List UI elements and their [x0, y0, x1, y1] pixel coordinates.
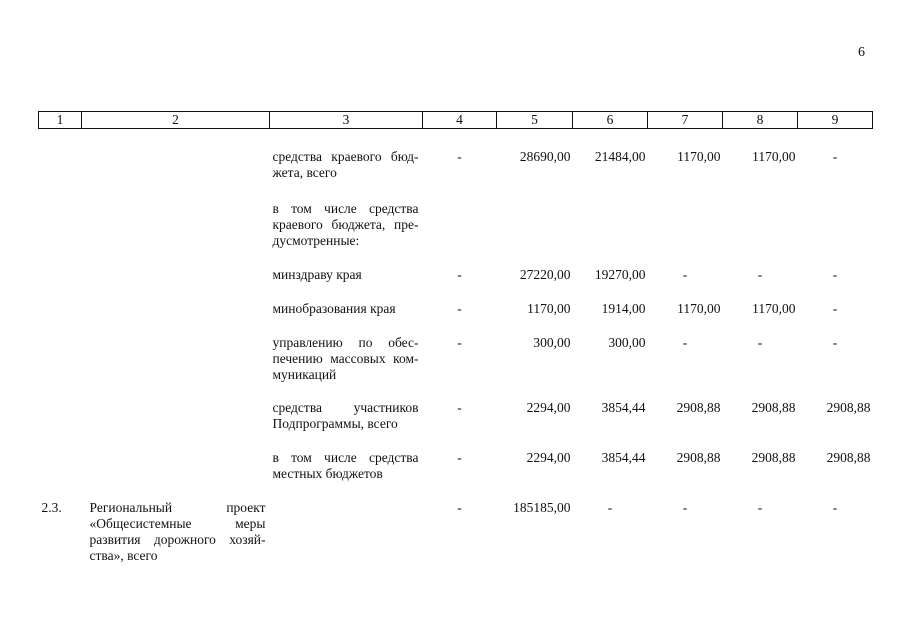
value-cell-col9: -	[832, 149, 838, 164]
column-header-5: 5	[497, 112, 573, 129]
value-cell-col6: 19270,00	[594, 267, 646, 282]
value-cell-col8: 2908,88	[751, 400, 796, 415]
row-description-cell: средства краевого бюд-жета, всего	[272, 149, 419, 180]
row-index-cell	[39, 383, 82, 432]
row-title-cell	[82, 317, 270, 383]
value-cell-col4: -	[457, 450, 462, 465]
column-header-7: 7	[648, 112, 723, 129]
row-index-cell	[39, 181, 82, 249]
value-cell-col9: -	[832, 500, 838, 515]
value-cell-col5: 300,00	[533, 335, 571, 350]
row-index-cell	[39, 249, 82, 283]
value-cell-col5	[497, 181, 573, 249]
value-cell-col8: 1170,00	[752, 301, 796, 316]
value-cell-col7: 2908,88	[676, 450, 721, 465]
value-cell-col9	[798, 181, 873, 249]
value-cell-col5: 1170,00	[527, 301, 571, 316]
value-cell-col7: -	[682, 267, 688, 282]
value-cell-col6: -	[607, 500, 613, 515]
value-cell-col7: 1170,00	[677, 149, 721, 164]
value-cell-col4: -	[457, 335, 462, 350]
value-cell-col4: -	[457, 400, 462, 415]
row-index-cell	[39, 283, 82, 317]
row-index-cell	[39, 432, 82, 482]
row-title-cell	[82, 283, 270, 317]
value-cell-col7: -	[682, 500, 688, 515]
page-number: 6	[858, 45, 865, 60]
table-row	[39, 129, 873, 182]
value-cell-col8: 1170,00	[752, 149, 796, 164]
value-cell-col5: 185185,00	[513, 500, 571, 515]
value-cell-col8: -	[757, 500, 763, 515]
row-title-cell	[82, 383, 270, 432]
row-title-cell	[82, 129, 270, 182]
row-description-cell: в том числе средства краевого бюджета, пре-дусмотренные:	[272, 201, 419, 248]
row-title-cell: Региональный проект «Общесистемные меры развития дорожного хозяй-ства», всего	[89, 500, 266, 563]
row-description-cell: в том числе средства местных бюджетов	[272, 450, 419, 481]
budget-table	[38, 111, 873, 564]
value-cell-col6: 300,00	[608, 335, 646, 350]
value-cell-col5: 28690,00	[519, 149, 571, 164]
column-header-6: 6	[573, 112, 648, 129]
value-cell-col5: 27220,00	[519, 267, 571, 282]
column-header-9: 9	[798, 112, 873, 129]
value-cell-col7: -	[682, 335, 688, 350]
table-row	[39, 317, 873, 383]
value-cell-col7	[648, 181, 723, 249]
row-title-cell	[82, 181, 270, 249]
value-cell-col8	[723, 181, 798, 249]
value-cell-col4: -	[457, 267, 462, 282]
table-row	[39, 283, 873, 317]
value-cell-col4	[423, 181, 497, 249]
value-cell-col9: -	[832, 335, 838, 350]
row-description-cell: минобразования края	[272, 301, 396, 316]
value-cell-col4: -	[457, 301, 462, 316]
table-row	[39, 482, 873, 564]
value-cell-col8: -	[757, 335, 763, 350]
column-header-8: 8	[723, 112, 798, 129]
row-title-cell	[82, 432, 270, 482]
table-row	[39, 249, 873, 283]
value-cell-col6: 21484,00	[594, 149, 646, 164]
column-header-2: 2	[82, 112, 270, 129]
row-index-cell	[39, 317, 82, 383]
value-cell-col6: 3854,44	[601, 450, 646, 465]
value-cell-col4: -	[457, 500, 462, 515]
value-cell-col5: 2294,00	[526, 450, 571, 465]
table-header-row	[39, 112, 873, 129]
value-cell-col9: 2908,88	[826, 400, 871, 415]
value-cell-col7: 2908,88	[676, 400, 721, 415]
column-header-4: 4	[423, 112, 497, 129]
row-description-cell: минздраву края	[272, 267, 362, 282]
value-cell-col6: 1914,00	[601, 301, 646, 316]
column-header-3: 3	[270, 112, 423, 129]
value-cell-col4: -	[457, 149, 462, 164]
row-description-cell: средства участников Подпрограммы, всего	[272, 400, 419, 431]
row-description-cell: управлению по обес-печению массовых ком-муникаций	[272, 335, 419, 382]
table-row	[39, 383, 873, 432]
table-row	[39, 432, 873, 482]
value-cell-col6: 3854,44	[601, 400, 646, 415]
value-cell-col9: -	[832, 301, 838, 316]
row-description-cell	[270, 482, 423, 564]
table-row	[39, 181, 873, 249]
value-cell-col5: 2294,00	[526, 400, 571, 415]
row-index-cell: 2.3.	[41, 500, 62, 515]
value-cell-col9: -	[832, 267, 838, 282]
row-index-cell	[39, 129, 82, 182]
value-cell-col7: 1170,00	[677, 301, 721, 316]
value-cell-col8: 2908,88	[751, 450, 796, 465]
value-cell-col9: 2908,88	[826, 450, 871, 465]
row-title-cell	[82, 249, 270, 283]
value-cell-col6	[573, 181, 648, 249]
value-cell-col8: -	[757, 267, 763, 282]
column-header-1: 1	[39, 112, 82, 129]
